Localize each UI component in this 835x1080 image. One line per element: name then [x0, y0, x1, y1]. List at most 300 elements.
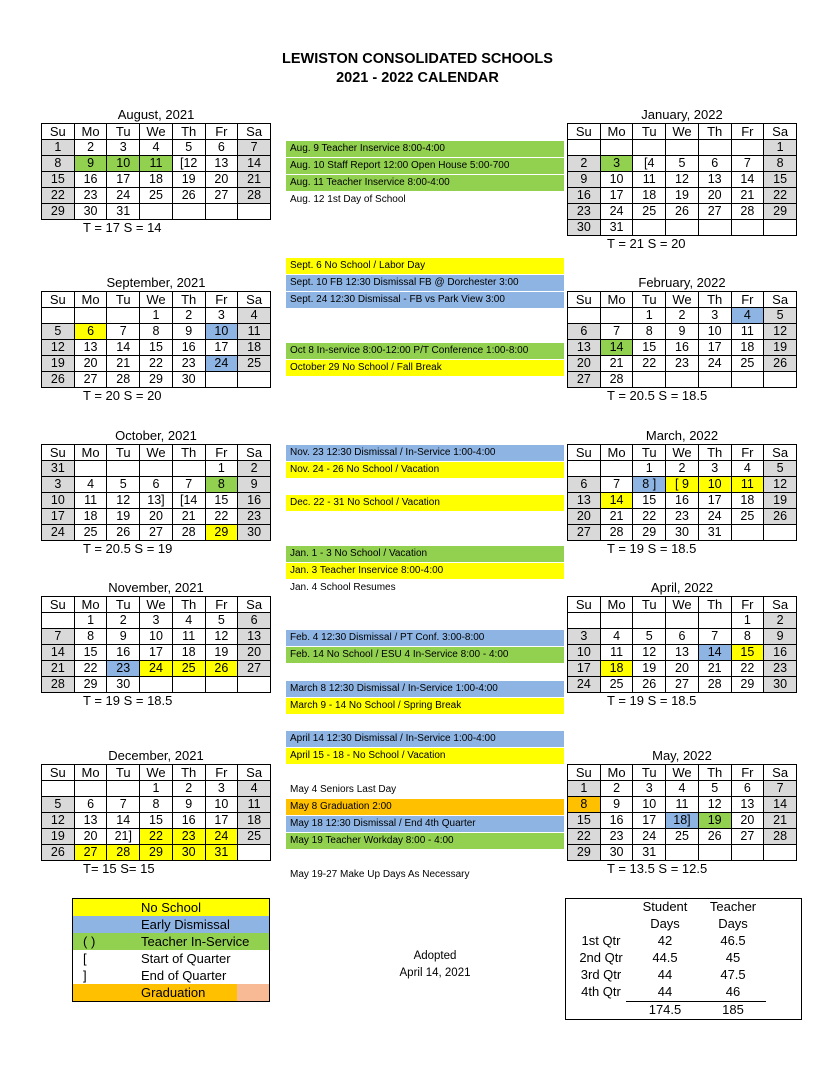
day-cell: 8: [731, 629, 764, 645]
day-cell: 16: [666, 493, 699, 509]
day-cell: 11: [666, 797, 699, 813]
day-cell: 15: [568, 813, 601, 829]
day-cell: 23: [568, 204, 601, 220]
day-cell: 22: [568, 829, 601, 845]
day-cell: [600, 613, 633, 629]
day-cell: [764, 220, 797, 236]
days-summary-table: [565, 898, 802, 1020]
day-header: Mo: [600, 292, 633, 308]
legend: [72, 898, 270, 1002]
day-cell: 17: [107, 172, 140, 188]
week-row: [42, 156, 271, 172]
week-row: [42, 629, 271, 645]
day-cell: 14: [764, 797, 797, 813]
day-cell: 4: [731, 308, 764, 324]
day-cell: 27: [205, 188, 238, 204]
day-cell: 2: [172, 308, 205, 324]
day-cell: 19: [42, 356, 75, 372]
day-cell: 17: [600, 188, 633, 204]
day-cell: 23: [666, 356, 699, 372]
day-cell: 20: [140, 509, 173, 525]
day-cell: 25: [666, 829, 699, 845]
week-row: [42, 813, 271, 829]
event-item: May 19 Teacher Workday 8:00 - 4:00: [286, 833, 564, 849]
event-item: Oct 8 In-service 8:00-12:00 P/T Conference 1:00-8:00: [286, 343, 564, 359]
week-row: [42, 461, 271, 477]
day-cell: [731, 525, 764, 541]
day-cell: 30: [568, 220, 601, 236]
day-cell: 20: [74, 356, 107, 372]
legend-symbol: [: [83, 951, 87, 966]
day-header: Mo: [600, 765, 633, 781]
day-cell: 24: [205, 356, 238, 372]
day-header: We: [140, 765, 173, 781]
quarter-label: 3rd Qtr: [580, 967, 622, 982]
day-cell: 1: [74, 613, 107, 629]
day-cell: 23: [74, 188, 107, 204]
day-cell: 11: [600, 645, 633, 661]
day-cell: 26: [633, 677, 666, 693]
month-title: October, 2021: [115, 428, 197, 443]
day-cell: 20: [568, 509, 601, 525]
week-row: [568, 204, 797, 220]
day-header: We: [666, 292, 699, 308]
legend-label: Early Dismissal: [141, 917, 230, 932]
day-header: Th: [698, 765, 731, 781]
day-cell: 27: [74, 372, 107, 388]
day-cell: 4: [238, 781, 271, 797]
day-cell: 29: [731, 677, 764, 693]
day-header: Th: [172, 124, 205, 140]
day-header: We: [666, 445, 699, 461]
day-header: Tu: [633, 445, 666, 461]
day-cell: 3: [568, 629, 601, 645]
day-cell: [42, 308, 75, 324]
day-cell: 2: [666, 461, 699, 477]
day-cell: 16: [238, 493, 271, 509]
day-header: We: [140, 445, 173, 461]
day-header: Tu: [107, 445, 140, 461]
day-cell: 17: [205, 340, 238, 356]
day-header: Fr: [205, 445, 238, 461]
day-cell: 28: [600, 372, 633, 388]
day-cell: [698, 140, 731, 156]
day-cell: 20: [205, 172, 238, 188]
day-header: Fr: [205, 124, 238, 140]
event-item: March 8 12:30 Dismissal / In-Service 1:00-4:00: [286, 681, 564, 697]
event-item: October 29 No School / Fall Break: [286, 360, 564, 376]
week-row: [568, 629, 797, 645]
day-cell: [731, 220, 764, 236]
day-cell: 27: [140, 525, 173, 541]
day-header: Mo: [74, 765, 107, 781]
day-cell: [107, 461, 140, 477]
day-cell: 16: [764, 645, 797, 661]
day-cell: 21: [107, 356, 140, 372]
day-header: Tu: [107, 124, 140, 140]
day-cell: 31: [107, 204, 140, 220]
day-header: Th: [172, 765, 205, 781]
event-item: Aug. 11 Teacher Inservice 8:00-4:00: [286, 175, 564, 191]
day-cell: [74, 308, 107, 324]
week-row: [568, 645, 797, 661]
day-cell: 1: [731, 613, 764, 629]
day-cell: 26: [764, 356, 797, 372]
day-cell: 10: [698, 324, 731, 340]
legend-item: [73, 933, 269, 950]
day-cell: 3: [698, 461, 731, 477]
day-cell: 10: [107, 156, 140, 172]
day-cell: [568, 308, 601, 324]
day-cell: 27: [568, 525, 601, 541]
day-cell: 28: [698, 677, 731, 693]
day-cell: 25: [600, 677, 633, 693]
week-row: [568, 340, 797, 356]
day-cell: 15: [74, 645, 107, 661]
student-days-header: Days: [650, 916, 680, 931]
legend-label: Teacher In-Service: [141, 934, 250, 949]
day-header: Fr: [731, 765, 764, 781]
day-cell: 24: [633, 829, 666, 845]
day-header: Sa: [238, 124, 271, 140]
day-cell: 13: [568, 493, 601, 509]
day-header: We: [140, 124, 173, 140]
day-cell: 20: [731, 813, 764, 829]
week-row: [42, 308, 271, 324]
day-cell: 24: [140, 661, 173, 677]
day-cell: 9: [107, 629, 140, 645]
day-cell: [238, 845, 271, 861]
day-cell: 21]: [107, 829, 140, 845]
day-cell: 8: [764, 156, 797, 172]
day-cell: [731, 372, 764, 388]
week-row: [42, 340, 271, 356]
day-cell: 29: [205, 525, 238, 541]
day-cell: 19: [172, 172, 205, 188]
day-header: Sa: [764, 124, 797, 140]
week-row: [42, 829, 271, 845]
event-item: Dec. 22 - 31 No School / Vacation: [286, 495, 564, 511]
day-cell: 7: [731, 156, 764, 172]
day-cell: 8: [74, 629, 107, 645]
day-cell: 8: [140, 797, 173, 813]
day-header: Mo: [600, 445, 633, 461]
day-cell: 27: [238, 661, 271, 677]
month-day-count: T= 15 S= 15: [83, 861, 155, 876]
day-cell: 18: [731, 493, 764, 509]
day-cell: 6: [666, 629, 699, 645]
day-cell: 23: [600, 829, 633, 845]
week-row: [568, 188, 797, 204]
day-cell: 26: [205, 661, 238, 677]
day-cell: 26: [666, 204, 699, 220]
week-row: [568, 372, 797, 388]
teacher-days-value: 45: [725, 950, 741, 965]
day-cell: [74, 461, 107, 477]
month-title: December, 2021: [108, 748, 204, 763]
day-cell: [140, 677, 173, 693]
week-row: [42, 324, 271, 340]
day-cell: [764, 525, 797, 541]
day-cell: 17: [698, 493, 731, 509]
day-cell: 6: [205, 140, 238, 156]
day-cell: 11: [731, 324, 764, 340]
legend-item: [73, 967, 269, 984]
week-row: [568, 140, 797, 156]
day-cell: 6: [74, 797, 107, 813]
month-grid: [567, 291, 797, 388]
day-cell: 6: [238, 613, 271, 629]
day-cell: 26: [107, 525, 140, 541]
day-cell: 6: [731, 781, 764, 797]
day-cell: [205, 372, 238, 388]
student-days-value: 44: [657, 967, 673, 982]
month-title: April, 2022: [650, 580, 714, 595]
week-row: [568, 781, 797, 797]
day-cell: 29: [74, 677, 107, 693]
month-title: February, 2022: [638, 275, 726, 290]
month-grid: [567, 444, 797, 541]
day-cell: 3: [205, 308, 238, 324]
day-cell: 7: [107, 324, 140, 340]
day-cell: 15: [205, 493, 238, 509]
day-cell: 22: [140, 829, 173, 845]
day-cell: 9: [568, 172, 601, 188]
teacher-days-value: 46: [725, 984, 741, 999]
day-cell: 20: [74, 829, 107, 845]
day-cell: 10: [698, 477, 731, 493]
day-cell: 25: [633, 204, 666, 220]
calendar-year: 2021 - 2022 CALENDAR: [336, 70, 499, 86]
month-apr: [567, 580, 797, 709]
month-dec: [41, 748, 271, 877]
event-item: Feb. 14 No School / ESU 4 In-Service 8:00 - 4:00: [286, 647, 564, 663]
day-cell: 9: [172, 797, 205, 813]
month-aug: [41, 107, 271, 236]
day-cell: 28: [107, 845, 140, 861]
day-cell: 26: [42, 845, 75, 861]
day-cell: 7: [238, 140, 271, 156]
day-cell: 27: [568, 372, 601, 388]
day-cell: 25: [140, 188, 173, 204]
day-cell: 12: [42, 813, 75, 829]
legend-item: [73, 950, 269, 967]
day-cell: 9: [74, 156, 107, 172]
month-day-count: T = 20 S = 20: [83, 388, 162, 403]
day-cell: 5: [698, 781, 731, 797]
month-day-count: T = 19 S = 18.5: [607, 541, 697, 556]
day-cell: 13: [568, 340, 601, 356]
week-row: [568, 661, 797, 677]
month-grid: [41, 291, 271, 388]
day-cell: 21: [600, 509, 633, 525]
day-cell: [698, 220, 731, 236]
day-cell: 27: [698, 204, 731, 220]
day-cell: 18: [731, 340, 764, 356]
day-cell: 6: [698, 156, 731, 172]
day-cell: [698, 372, 731, 388]
day-cell: 12: [666, 172, 699, 188]
day-cell: [698, 845, 731, 861]
week-row: [42, 677, 271, 693]
day-cell: 5: [764, 461, 797, 477]
day-header: Tu: [107, 765, 140, 781]
day-cell: [172, 677, 205, 693]
day-cell: 30: [600, 845, 633, 861]
day-cell: 9: [600, 797, 633, 813]
day-cell: [666, 845, 699, 861]
legend-label: No School: [141, 900, 201, 915]
day-cell: 5: [205, 613, 238, 629]
day-cell: 8: [205, 477, 238, 493]
day-header: Tu: [107, 597, 140, 613]
day-cell: [238, 677, 271, 693]
day-cell: 21: [698, 661, 731, 677]
week-row: [568, 829, 797, 845]
month-grid: [567, 123, 797, 236]
day-cell: [14: [172, 493, 205, 509]
day-cell: 8: [140, 324, 173, 340]
day-cell: [107, 308, 140, 324]
day-cell: 15: [633, 340, 666, 356]
week-row: [568, 220, 797, 236]
month-mar: [567, 428, 797, 557]
day-header: Sa: [764, 292, 797, 308]
day-cell: 16: [107, 645, 140, 661]
day-cell: 10: [205, 324, 238, 340]
month-title: August, 2021: [117, 107, 195, 122]
day-header: Sa: [764, 445, 797, 461]
day-header: Sa: [764, 597, 797, 613]
day-cell: 6: [74, 324, 107, 340]
teacher-days-value: 46.5: [720, 933, 746, 948]
day-cell: 11: [633, 172, 666, 188]
day-cell: 14: [107, 813, 140, 829]
day-cell: 9: [238, 477, 271, 493]
day-cell: [238, 204, 271, 220]
day-cell: 20: [698, 188, 731, 204]
event-item: Nov. 23 12:30 Dismissal / In-Service 1:00-4:00: [286, 445, 564, 461]
week-row: [42, 493, 271, 509]
day-cell: 16: [568, 188, 601, 204]
day-cell: 11: [74, 493, 107, 509]
day-cell: 28: [600, 525, 633, 541]
student-days-header: Student: [642, 899, 688, 914]
day-cell: 19: [633, 661, 666, 677]
day-cell: 1: [633, 308, 666, 324]
day-cell: [764, 372, 797, 388]
day-cell: 18: [633, 188, 666, 204]
month-day-count: T = 13.5 S = 12.5: [607, 861, 708, 876]
day-cell: 1: [140, 308, 173, 324]
month-day-count: T = 20.5 S = 19: [83, 541, 173, 556]
week-row: [568, 324, 797, 340]
day-cell: 6: [568, 477, 601, 493]
day-cell: 16: [172, 813, 205, 829]
week-row: [568, 156, 797, 172]
day-cell: 10: [633, 797, 666, 813]
month-grid: [41, 764, 271, 861]
quarter-label: 1st Qtr: [581, 933, 621, 948]
week-row: [568, 797, 797, 813]
day-cell: [12: [172, 156, 205, 172]
day-cell: [172, 461, 205, 477]
day-cell: 25: [238, 829, 271, 845]
day-cell: [42, 781, 75, 797]
day-cell: 3: [140, 613, 173, 629]
day-cell: [238, 372, 271, 388]
day-cell: 17: [140, 645, 173, 661]
day-cell: 11: [731, 477, 764, 493]
day-cell: 14: [698, 645, 731, 661]
day-cell: 26: [698, 829, 731, 845]
month-day-count: T = 21 S = 20: [607, 236, 686, 251]
event-item: May 8 Graduation 2:00: [286, 799, 564, 815]
day-cell: 29: [633, 525, 666, 541]
day-cell: 4: [600, 629, 633, 645]
month-nov: [41, 580, 271, 709]
day-cell: [633, 372, 666, 388]
month-grid: [567, 764, 797, 861]
day-cell: 5: [633, 629, 666, 645]
day-header: Su: [568, 445, 601, 461]
day-cell: 27: [666, 677, 699, 693]
day-cell: 2: [568, 156, 601, 172]
day-header: Fr: [731, 292, 764, 308]
day-cell: 19: [205, 645, 238, 661]
day-cell: 10: [568, 645, 601, 661]
day-header: Th: [172, 445, 205, 461]
day-header: We: [666, 765, 699, 781]
day-cell: 29: [140, 845, 173, 861]
month-oct: [41, 428, 271, 557]
day-cell: 15: [764, 172, 797, 188]
day-cell: 17: [205, 813, 238, 829]
day-cell: 13: [698, 172, 731, 188]
day-cell: [172, 204, 205, 220]
event-item: Jan. 1 - 3 No School / Vacation: [286, 546, 564, 562]
day-cell: 15: [42, 172, 75, 188]
day-cell: 2: [107, 613, 140, 629]
day-cell: 9: [666, 324, 699, 340]
week-row: [568, 525, 797, 541]
day-header: Mo: [74, 292, 107, 308]
day-cell: 31: [633, 845, 666, 861]
day-cell: 22: [764, 188, 797, 204]
day-cell: [600, 140, 633, 156]
day-cell: 18]: [666, 813, 699, 829]
event-item: May 19-27 Make Up Days As Necessary: [290, 869, 470, 880]
day-cell: 2: [238, 461, 271, 477]
event-item: Jan. 3 Teacher Inservice 8:00-4:00: [286, 563, 564, 579]
day-cell: 20: [666, 661, 699, 677]
day-cell: 18: [140, 172, 173, 188]
day-cell: 24: [107, 188, 140, 204]
day-cell: [107, 781, 140, 797]
day-cell: 24: [205, 829, 238, 845]
day-cell: [731, 140, 764, 156]
week-row: [42, 661, 271, 677]
day-cell: 16: [600, 813, 633, 829]
day-cell: 12: [698, 797, 731, 813]
day-cell: 31: [600, 220, 633, 236]
month-title: March, 2022: [645, 428, 719, 443]
day-cell: 24: [568, 677, 601, 693]
day-cell: 2: [172, 781, 205, 797]
week-row: [42, 509, 271, 525]
school-name: LEWISTON CONSOLIDATED SCHOOLS: [282, 51, 553, 67]
day-cell: 10: [205, 797, 238, 813]
